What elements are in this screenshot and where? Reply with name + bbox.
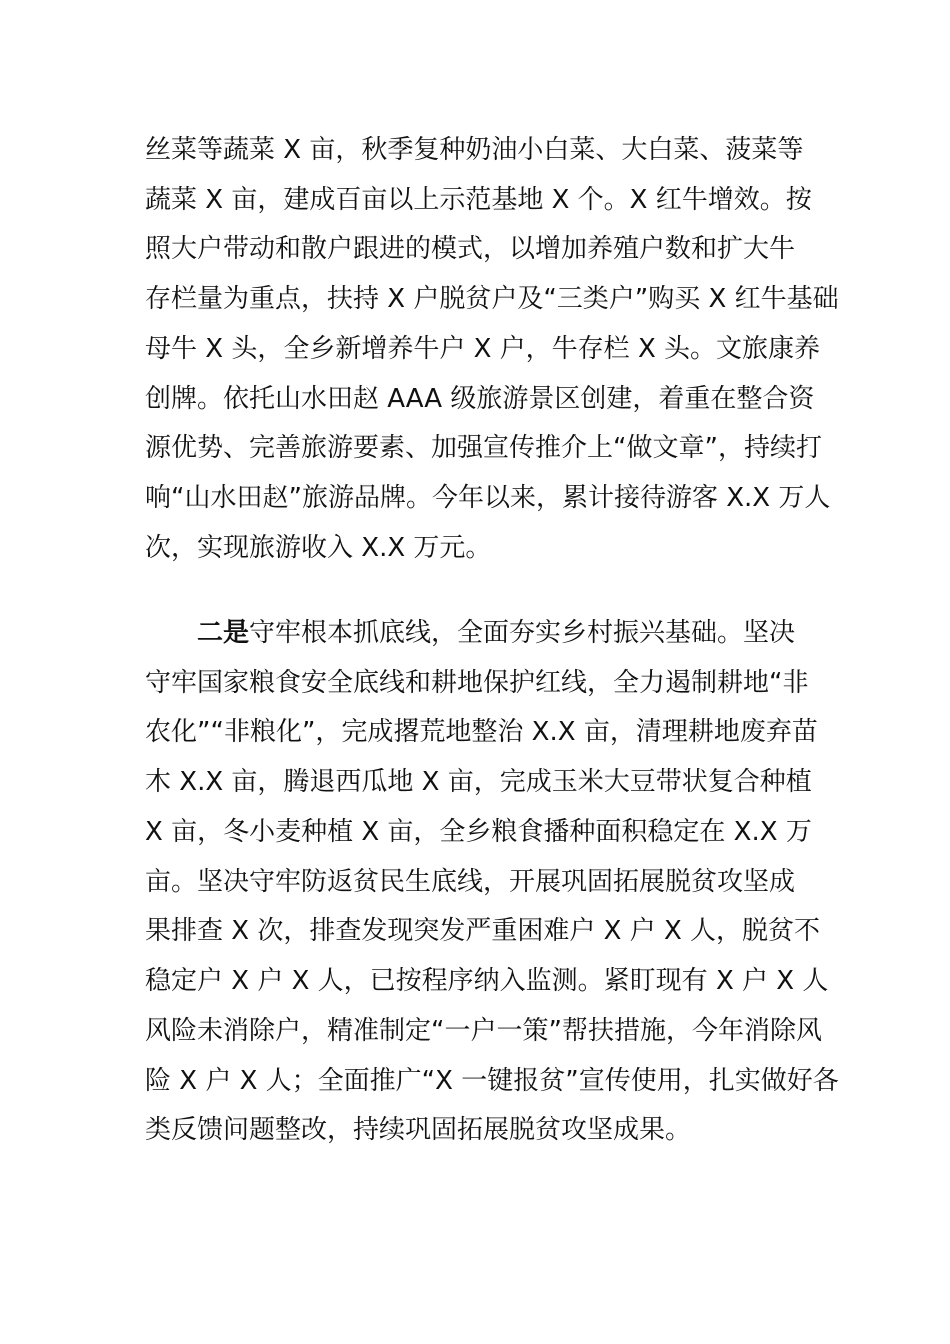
paragraph-1-line-5: 母牛 X 头，全乡新增养牛户 X 户，牛存栏 X 头。文旅康养 — [145, 334, 821, 364]
paragraph-1-line-8: 响“山水田赵”旅游品牌。今年以来，累计接待游客 X.X 万人 — [145, 483, 831, 513]
paragraph-2-line-9: 风险未消除户，精准制定“一户一策”帮扶措施，今年消除风 — [145, 1016, 822, 1046]
paragraph-1-line-4: 存栏量为重点，扶持 X 户脱贫户及“三类户”购买 X 红牛基础 — [145, 284, 839, 314]
paragraph-2-line-4: 木 X.X 亩，腾退西瓜地 X 亩，完成玉米大豆带状复合种植 — [145, 767, 812, 797]
paragraph-2-line-1 — [197, 613, 805, 653]
paragraph-2-heading: 二是 — [197, 618, 250, 648]
paragraph-2-line-2: 守牢国家粮食安全底线和耕地保护红线，全力遏制耕地“非 — [145, 668, 809, 698]
paragraph-2-line-7: 果排查 X 次，排查发现突发严重困难户 X 户 X 人，脱贫不 — [145, 916, 821, 946]
paragraph-2-line-10: 险 X 户 X 人；全面推广“X 一键报贫”宣传使用，扎实做好各 — [145, 1066, 839, 1096]
paragraph-2-line-11: 类反馈问题整改，持续巩固拓展脱贫攻坚成果。 — [145, 1115, 692, 1145]
paragraph-2-line-6: 亩。坚决守牢防返贫民生底线，开展巩固拓展脱贫攻坚成 — [145, 867, 796, 897]
paragraph-2-line-5: X 亩，冬小麦种植 X 亩，全乡粮食播种面积稳定在 X.X 万 — [145, 817, 812, 847]
paragraph-1-line-2: 蔬菜 X 亩，建成百亩以上示范基地 X 个。X 红牛增效。按 — [145, 185, 812, 215]
paragraph-1-line-3: 照大户带动和散户跟进的模式，以增加养殖户数和扩大牛 — [145, 234, 796, 264]
paragraph-2-line-3: 农化”“非粮化”，完成撂荒地整治 X.X 亩，清理耕地废弃苗 — [145, 717, 818, 747]
paragraph-1-line-1: 丝菜等蔬菜 X 亩，秋季复种奶油小白菜、大白菜、菠菜等 — [145, 135, 804, 165]
paragraph-1-line-6: 创牌。依托山水田赵 AAA 级旅游景区创建，着重在整合资 — [145, 384, 815, 414]
paragraph-2-first-line-text: 守牢根本抓底线，全面夯实乡村振兴基础。坚决 — [249, 618, 796, 648]
paragraph-1-line-9: 次，实现旅游收入 X.X 万元。 — [145, 533, 492, 563]
paragraph-2-line-8: 稳定户 X 户 X 人，已按程序纳入监测。紧盯现有 X 户 X 人 — [145, 966, 829, 996]
paragraph-1-line-7: 源优势、完善旅游要素、加强宣传推介上“做文章”，持续打 — [145, 433, 822, 463]
